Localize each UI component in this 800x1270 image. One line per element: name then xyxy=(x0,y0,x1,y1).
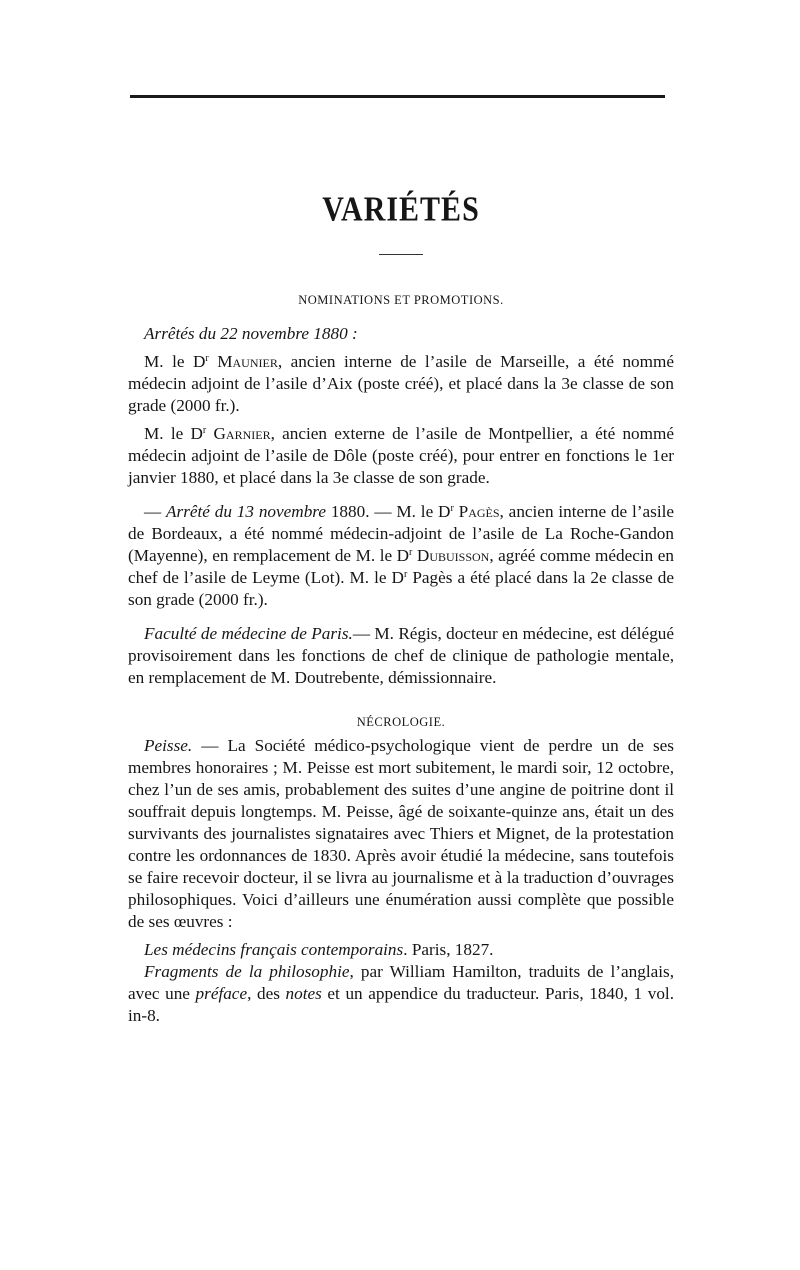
maunier-name: Maunier xyxy=(217,352,278,371)
peisse-label: Peisse. xyxy=(144,736,193,755)
maunier-text: , ancien interne de l’asile de Marseille, a été nommé médecin adjoint de l’asile d’Aix (poste créé), et placé dans la 3e classe de son grade (2000 fr.). xyxy=(128,352,675,415)
oeuvre2-rest: et un appendice du traducteur. Paris, 1840, 1 vol. in-8. xyxy=(128,984,675,1025)
paragraph-oeuvre-2 xyxy=(128,961,674,1027)
oeuvre2-mid2: , des xyxy=(247,984,286,1003)
title-divider xyxy=(379,254,423,255)
section-heading-nominations: NOMINATIONS ET PROMOTIONS. xyxy=(298,293,504,307)
arretes-text: Arrêtés du 22 novembre 1880 : xyxy=(144,324,358,343)
garnier-text: , ancien externe de l’asile de Montpellier, a été nommé médecin adjoint de l’asile de Dôle (poste créé), pour entrer en fonctions le 1er janvier 1880, et placé dans la 3e classe de son grade. xyxy=(128,424,674,487)
pages-name1: Pagès xyxy=(453,502,500,521)
garnier-sup: r xyxy=(202,425,207,436)
page-content xyxy=(128,190,674,1027)
paragraph-oeuvre-1 xyxy=(128,939,674,961)
faculte-label: Faculté de médecine de Paris. xyxy=(144,624,353,643)
pages-sup1: r xyxy=(450,503,454,514)
faculte-text: — M. Régis, docteur en médecine, est délégué provisoirement dans les fonctions de chef de clinique de pathologie mentale, en remplacement de M. Doutrebente, démissionnaire. xyxy=(128,624,675,687)
maunier-sup: r xyxy=(205,353,209,364)
pages-arrete: Arrêté du 13 novembre xyxy=(166,502,326,521)
pages-name2: Dubuisson xyxy=(412,546,490,565)
pages-text2: , agréé comme médecin en chef de l’asile de Leyme (Lot). M. le D xyxy=(128,546,674,587)
pages-year: 1880. — M. le D xyxy=(325,502,451,521)
arretes-line xyxy=(128,323,674,345)
pages-text1: , ancien interne de l’asile de Bordeaux, a été nommé médecin-adjoint de l’asile de La Roche-Gandon (Mayenne), en remplacement de M. le D xyxy=(128,502,674,565)
oeuvre2-title: Fragments de la philosophie xyxy=(144,962,350,981)
pages-sup2: r xyxy=(409,547,413,558)
paragraph-pages xyxy=(128,501,674,611)
garnier-name: Garnier xyxy=(213,424,271,443)
paragraph-garnier xyxy=(128,423,674,489)
top-rule xyxy=(130,95,665,98)
oeuvre2-mid: , par William Hamilton, traduits de l’anglais, avec une xyxy=(128,962,674,1003)
page-title: VARIÉTÉS xyxy=(322,190,480,229)
maunier-prefix: M. le D xyxy=(144,352,206,371)
pages-text3: Pagès a été placé dans la 2e classe de son grade (2000 fr.). xyxy=(128,568,674,609)
oeuvre1-rest: . Paris, 1827. xyxy=(403,940,494,959)
pages-lead: — xyxy=(144,502,167,521)
paragraph-peisse xyxy=(128,735,674,933)
pages-sup3: r xyxy=(403,569,408,580)
section-heading-necrologie: NÉCROLOGIE. xyxy=(356,715,446,729)
garnier-prefix: M. le D xyxy=(144,424,203,443)
oeuvre2-notes: notes xyxy=(285,984,322,1003)
oeuvre2-preface: préface xyxy=(195,984,248,1003)
paragraph-faculte xyxy=(128,623,674,689)
peisse-text: — La Société médico-psychologique vient de perdre un de ses membres honoraires ; M. Peisse est mort subitement, le mardi soir, 12 octobre, chez l’un de ses amis, probablement des suites d’une angine de poitrine dont il souffrait depuis longtemps. M. Peisse, âgé de soixante-quinze ans, était un des survivants des journalistes signataires avec Thiers et Mignet, de la protestation contre les ordonnances de 1830. Après avoir étudié la médecine, sans toutefois se faire recevoir docteur, il se livra au journalisme et à la traduction d’ouvrages philosophiques. Voici d’ailleurs une énumération aussi complète que possible de ses œuvres : xyxy=(128,736,674,931)
oeuvre1-title: Les médecins français contemporains xyxy=(144,940,404,959)
paragraph-maunier xyxy=(128,351,674,417)
